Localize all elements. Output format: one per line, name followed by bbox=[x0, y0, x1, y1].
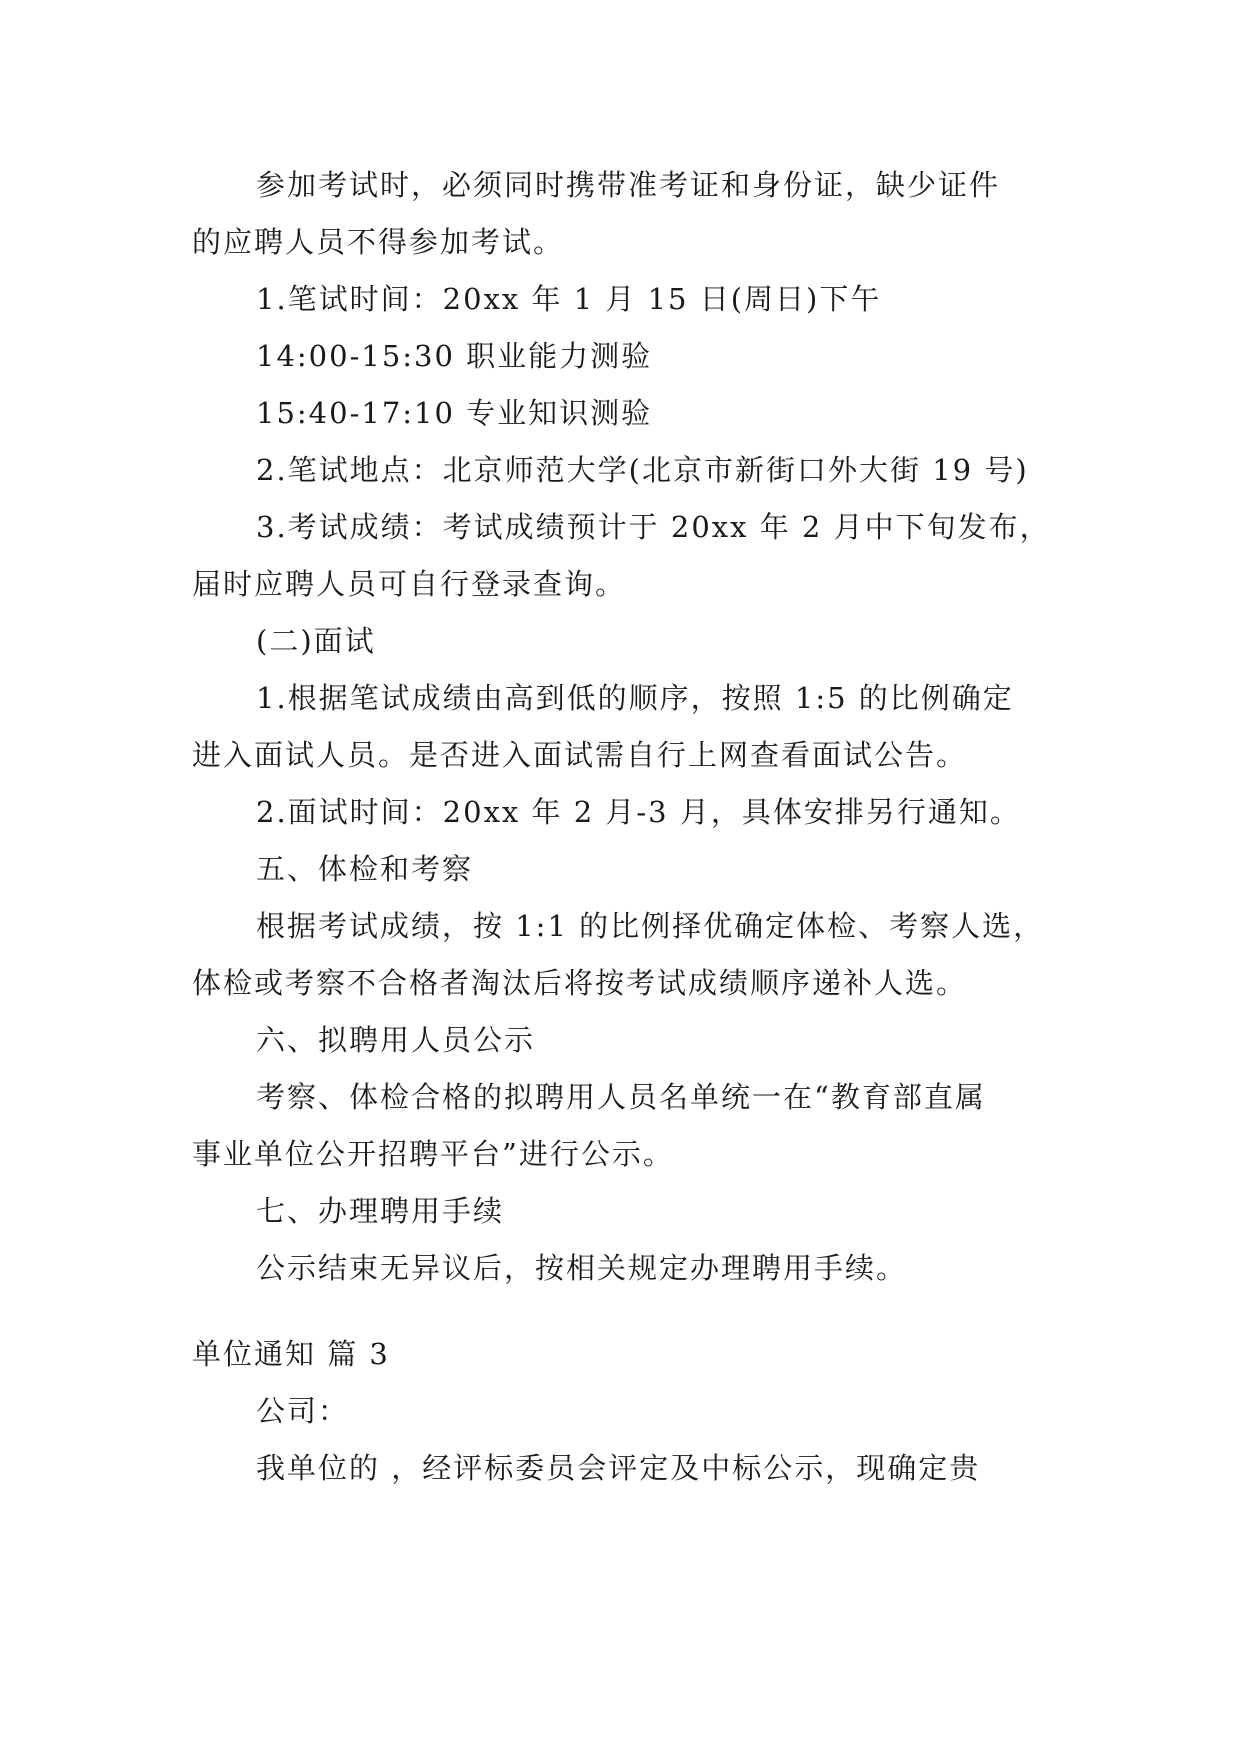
paragraph-line: 体检或考察不合格者淘汰后将按考试成绩顺序递补人选。 bbox=[192, 966, 968, 1000]
paragraph-line: 公示结束无异议后，按相关规定办理聘用手续。 bbox=[256, 1251, 908, 1285]
paragraph-line: 我单位的 ，经评标委员会评定及中标公示，现确定贵 bbox=[256, 1451, 981, 1485]
paragraph-line: 14:00-15:30 职业能力测验 bbox=[256, 339, 653, 373]
section-heading: (二)面试 bbox=[256, 624, 376, 658]
section-heading: 五、体检和考察 bbox=[256, 852, 474, 886]
salutation: 公司： bbox=[256, 1394, 350, 1428]
paragraph-line: 1.笔试时间：20xx 年 1 月 15 日(周日)下午 bbox=[256, 282, 882, 316]
article-title: 单位通知 篇 3 bbox=[192, 1337, 390, 1371]
paragraph-line: 考察、体检合格的拟聘用人员名单统一在“教育部直属 bbox=[256, 1080, 986, 1114]
section-heading: 六、拟聘用人员公示 bbox=[256, 1023, 536, 1057]
paragraph-line: 2.面试时间：20xx 年 2 月-3 月，具体安排另行通知。 bbox=[256, 795, 1021, 829]
paragraph-line: 1.根据笔试成绩由高到低的顺序，按照 1:5 的比例确定 bbox=[256, 681, 1014, 715]
paragraph-line: 事业单位公开招聘平台”进行公示。 bbox=[192, 1137, 674, 1171]
paragraph-line: 进入面试人员。是否进入面试需自行上网查看面试公告。 bbox=[192, 738, 968, 772]
paragraph-line: 3.考试成绩：考试成绩预计于 20xx 年 2 月中下旬发布， bbox=[256, 510, 1051, 544]
paragraph-line: 2.笔试地点：北京师范大学(北京市新街口外大街 19 号) bbox=[256, 453, 1029, 487]
paragraph-line: 根据考试成绩，按 1:1 的比例择优确定体检、考察人选， bbox=[256, 909, 1045, 943]
section-heading: 七、办理聘用手续 bbox=[256, 1194, 505, 1228]
paragraph-line: 参加考试时，必须同时携带准考证和身份证，缺少证件 bbox=[256, 168, 1001, 202]
paragraph-line: 的应聘人员不得参加考试。 bbox=[192, 225, 565, 259]
paragraph-line: 15:40-17:10 专业知识测验 bbox=[256, 396, 653, 430]
paragraph-line: 届时应聘人员可自行登录查询。 bbox=[192, 567, 627, 601]
